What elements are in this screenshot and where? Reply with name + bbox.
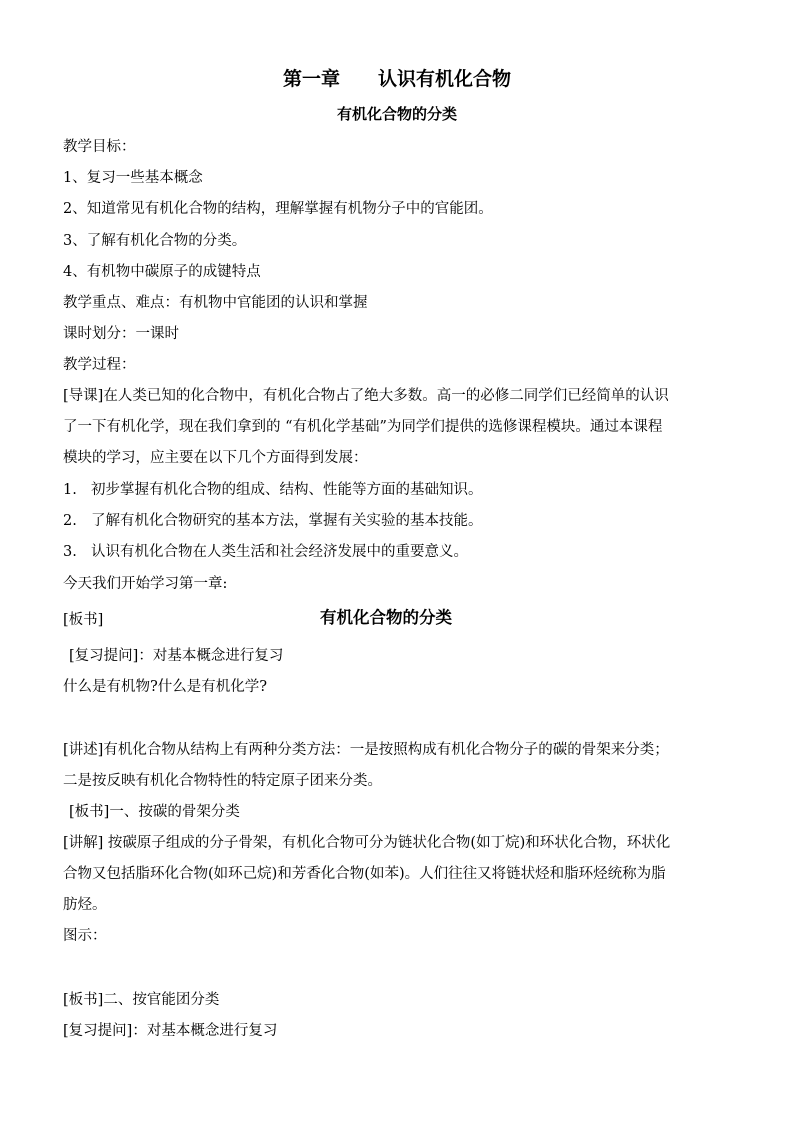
item-text: 了解有机化合物研究的基本方法，掌握有关实验的基本技能。 [91, 513, 483, 529]
item-text: 认识有机化合物在人类生活和社会经济发展中的重要意义。 [91, 544, 468, 560]
lecture1-line-2: 二是按反映有机化合物特性的特定原子团来分类。 [63, 773, 382, 789]
section-title: 有机化合物的分类 [336, 105, 457, 123]
numbered-item-2 [63, 511, 483, 531]
teaching-goals-heading: 教学目标： [63, 139, 136, 155]
lecture2-line-2: 合物又包括脂环化合物(如环己烷)和芳香化合物(如苯)。人们往往又将链状烃和脂环烃统称为脂 [63, 866, 666, 882]
intro-line-3: 模块的学习，应主要在以下几个方面得到发展： [63, 450, 368, 466]
numbered-item-1 [63, 480, 483, 500]
lecture2-line-1: [讲解] 按碳原子组成的分子骨架，有机化合物可分为链状化合物(如丁烷)和环状化合物，环状化 [63, 835, 671, 851]
today-line: 今天我们开始学习第一章: [63, 576, 228, 592]
question-line: 什么是有机物?什么是有机化学? [63, 679, 268, 695]
banshu-title: 有机化合物的分类 [320, 608, 452, 627]
teaching-process-heading: 教学过程： [63, 357, 136, 373]
lecture1-line-1: [讲述]有机化合物从结构上有两种分类方法：一是按照构成有机化合物分子的碳的骨架来分类； [63, 742, 669, 758]
review-question-1: [复习提问]：对基本概念进行复习 [69, 648, 284, 664]
class-hours: 课时划分：一课时 [63, 326, 179, 342]
figure-label: 图示： [63, 928, 107, 944]
key-points: 教学重点、难点：有机物中官能团的认识和掌握 [63, 295, 368, 311]
goal-4: 4、有机物中碳原子的成键特点 [63, 264, 261, 280]
banshu-1: [板书]一、按碳的骨架分类 [69, 804, 240, 820]
banshu-2: [板书]二、按官能团分类 [63, 992, 220, 1008]
goal-2: 2、知道常见有机化合物的结构，理解掌握有机物分子中的官能团。 [63, 201, 493, 217]
item-number: 2. [63, 513, 77, 529]
review-question-2: [复习提问]：对基本概念进行复习 [63, 1023, 278, 1039]
item-number: 3. [63, 544, 77, 560]
goal-1: 1、复习一些基本概念 [63, 170, 203, 186]
goal-3: 3、了解有机化合物的分类。 [63, 233, 247, 249]
item-text: 初步掌握有机化合物的组成、结构、性能等方面的基础知识。 [91, 482, 483, 498]
lecture2-line-3: 肪烃。 [63, 897, 107, 913]
intro-line-1: [导课]在人类已知的化合物中，有机化合物占了绝大多数。高一的必修二同学们已经简单的认识 [63, 388, 669, 404]
numbered-item-3 [63, 542, 468, 562]
item-number: 1. [63, 482, 77, 498]
chapter-title: 第一章 认识有机化合物 [282, 68, 511, 90]
intro-line-2: 了一下有机化学，现在我们拿到的 “有机化学基础”为同学们提供的选修课程模块。通过本课程 [63, 419, 663, 435]
banshu-label: [板书] [63, 612, 104, 628]
